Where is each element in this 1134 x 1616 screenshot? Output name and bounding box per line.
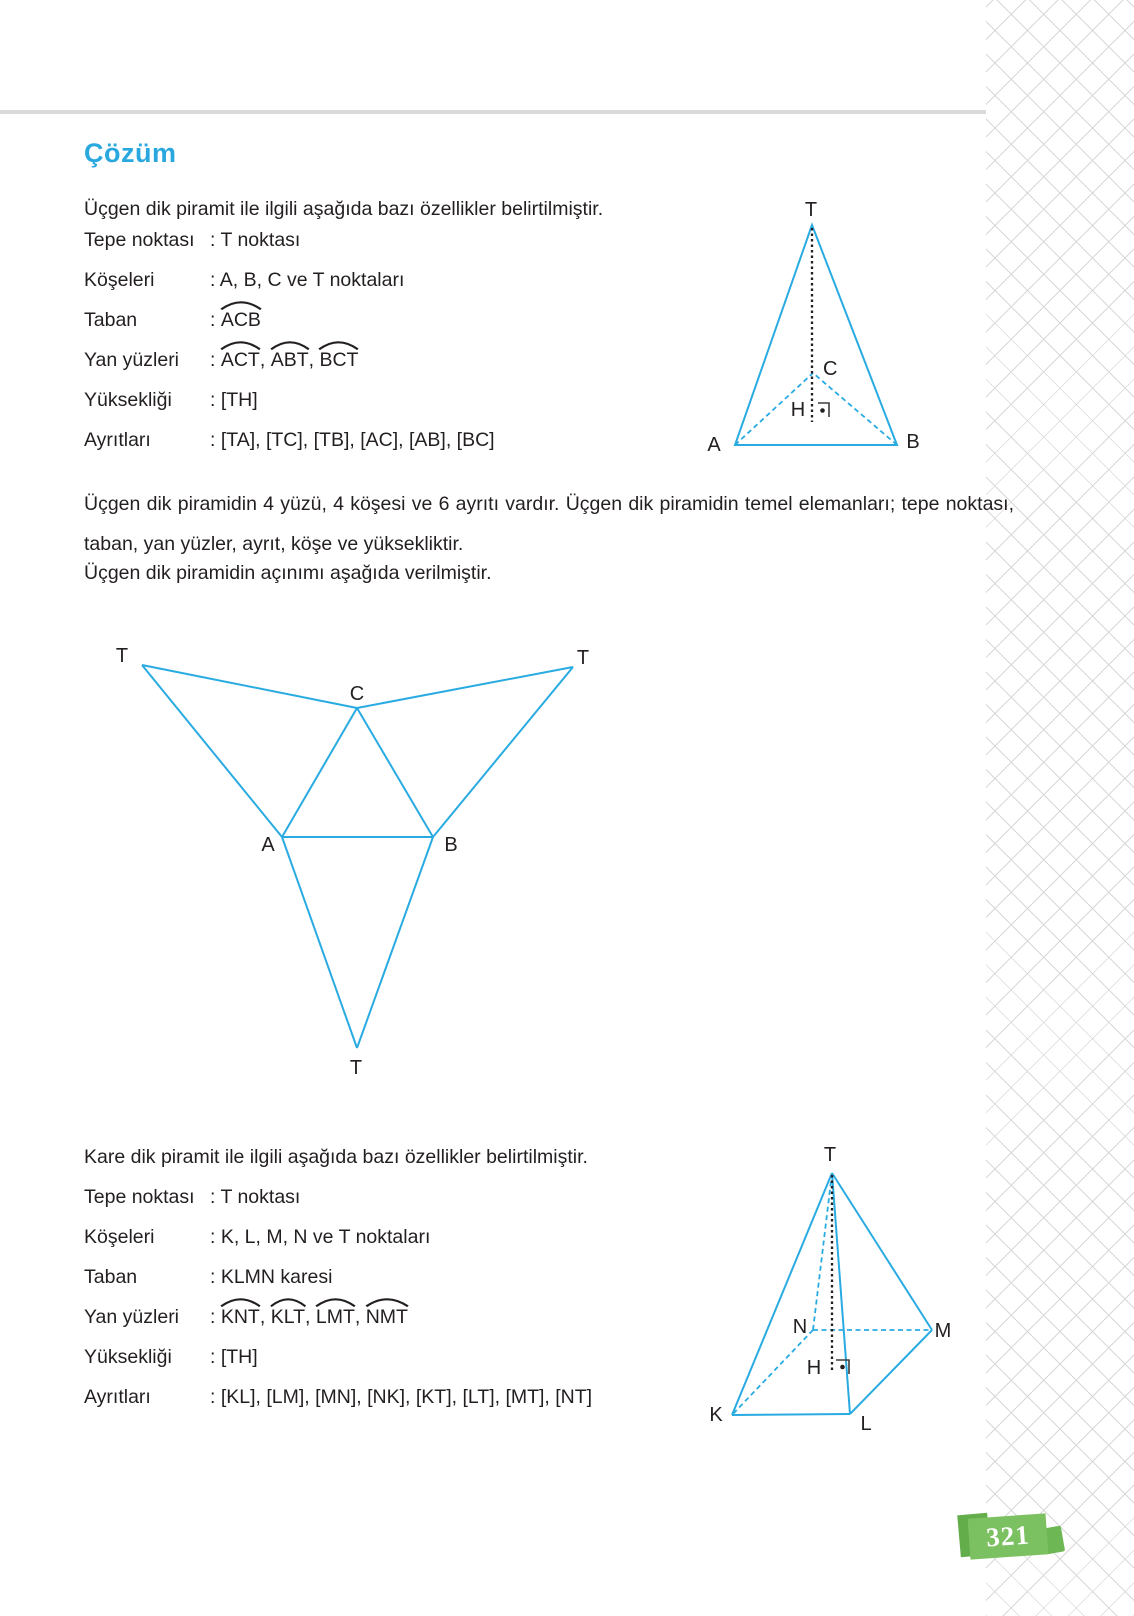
arc-notation [221, 349, 260, 372]
net-edge-ttr-c [357, 667, 573, 708]
property-label: Ayrıtları [84, 428, 151, 451]
property-text: : T noktası [210, 1185, 301, 1208]
property-value [210, 349, 358, 372]
solution-heading: Çözüm [84, 138, 177, 168]
net-label-c: C [349, 683, 365, 705]
edge-tm [832, 1173, 932, 1330]
arc-notation [221, 1306, 260, 1329]
square-pyramid-diagram [690, 1130, 970, 1445]
arc-notation [271, 1306, 305, 1329]
net-edge-a-tb [282, 837, 357, 1048]
property-value [210, 1386, 592, 1409]
net-edge-ttl-a [142, 665, 282, 837]
property-label: Tepe noktası [84, 228, 195, 251]
property-row [84, 1257, 704, 1297]
triangle-properties-list [84, 220, 704, 460]
pyramid-facts-paragraph: Üçgen dik piramidin 4 yüzü, 4 köşesi ve 6 ayrıtı vardır. Üçgen dik piramidin temel elemanları; tepe noktası, taban, yan yüzler, ayrıt, köşe ve yüksekliktir. [84, 493, 1014, 555]
property-text: : [210, 1305, 221, 1328]
property-text: , [259, 348, 271, 371]
property-text: : K, L, M, N ve T noktaları [210, 1225, 431, 1248]
arc-hat-icon [219, 301, 263, 310]
property-value [210, 1306, 408, 1329]
property-value [210, 309, 261, 332]
net-edge-ttr-b [433, 667, 573, 837]
net-edge-c-b [357, 708, 433, 837]
net-label-a: A [261, 834, 275, 856]
vertex-label-k: K [709, 1404, 723, 1426]
property-label: Yan yüzleri [84, 348, 180, 371]
vertex-label-l: L [860, 1413, 872, 1435]
net-label-t-top-left: T [115, 645, 129, 667]
property-row [84, 300, 704, 340]
crosshatch-margin-pattern [986, 0, 1134, 1616]
net-label-b: B [444, 834, 458, 856]
property-label: Yüksekliği [84, 388, 172, 411]
property-text: : T noktası [210, 228, 301, 251]
section-divider-rule [0, 110, 986, 114]
property-text: : KLMN karesi [210, 1265, 333, 1288]
point-label-h: H [790, 399, 806, 421]
arc-hat-icon [219, 341, 262, 350]
property-value [210, 1186, 300, 1209]
property-value [210, 389, 258, 412]
vertex-label-n: N [792, 1316, 808, 1338]
property-label: Köşeleri [84, 1225, 155, 1248]
property-label: Taban [84, 308, 138, 331]
property-label: Ayrıtları [84, 1385, 151, 1408]
property-row [84, 220, 704, 260]
edge-nk-dashed [732, 1330, 813, 1415]
net-edge-b-tb [357, 837, 433, 1048]
arc-notation [271, 349, 309, 372]
badge-ribbon [968, 1513, 1049, 1559]
property-row [84, 1177, 704, 1217]
property-value [210, 269, 404, 292]
arc-hat-icon [364, 1298, 410, 1307]
property-row [84, 1337, 704, 1377]
edge-lm [850, 1330, 932, 1414]
property-text: : [TH] [210, 388, 258, 411]
property-label: Köşeleri [84, 268, 155, 291]
property-value [210, 1226, 430, 1249]
arc-notation [366, 1306, 408, 1329]
edge-kl [732, 1414, 850, 1415]
arc-hat-icon [269, 341, 311, 350]
arc-hat-icon [317, 341, 360, 350]
arc-notation [221, 309, 261, 332]
net-intro-text: Üçgen dik piramidin açınımı aşağıda verilmiştir. [84, 562, 492, 584]
right-angle-dot [840, 1365, 845, 1370]
arc-notation [316, 1306, 355, 1329]
property-text: : [KL], [LM], [MN], [NK], [KT], [LT], [MT], [NT] [210, 1385, 593, 1408]
arc-letters: ACB [220, 308, 261, 331]
property-value [210, 1346, 258, 1369]
triangle-intro-text: Üçgen dik piramit ile ilgili aşağıda bazı özellikler belirtilmiştir. [84, 198, 604, 220]
vertex-label-c: C [823, 358, 838, 380]
square-properties-list [84, 1177, 704, 1417]
property-text: , [308, 348, 320, 371]
vertex-label-t: T [823, 1144, 837, 1166]
property-value [210, 1266, 332, 1289]
property-label: Tepe noktası [84, 1185, 195, 1208]
page-number: 321 [985, 1519, 1031, 1553]
arc-letters: ABT [270, 348, 309, 371]
vertex-label-b: B [906, 431, 920, 453]
arc-letters: BCT [319, 348, 359, 371]
arc-notation [319, 349, 358, 372]
vertex-label-m: M [934, 1320, 952, 1342]
property-row [84, 340, 704, 380]
arc-hat-icon [314, 1298, 357, 1307]
property-text: : [TA], [TC], [TB], [AC], [AB], [BC] [210, 428, 495, 451]
property-text: : A, B, C ve T noktaları [210, 268, 405, 291]
net-edge-c-a [282, 708, 357, 837]
property-value [210, 229, 300, 252]
property-text: , [259, 1305, 271, 1328]
property-row [84, 260, 704, 300]
pyramid-net-diagram [100, 630, 660, 1090]
arc-letters: KNT [220, 1305, 260, 1328]
triangle-pyramid-diagram [690, 188, 940, 468]
arc-letters: LMT [315, 1305, 355, 1328]
arc-letters: NMT [365, 1305, 408, 1328]
property-label: Yan yüzleri [84, 1305, 180, 1328]
property-value [210, 429, 495, 452]
edge-tl [832, 1173, 850, 1414]
property-text: , [305, 1305, 316, 1328]
vertex-label-a: A [707, 434, 721, 456]
property-row [84, 1217, 704, 1257]
square-intro-text: Kare dik piramit ile ilgili aşağıda bazı özellikler belirtilmiştir. [84, 1146, 588, 1168]
property-text: : [TH] [210, 1345, 258, 1368]
vertex-label-t: T [804, 199, 818, 221]
arc-hat-icon [269, 1298, 307, 1307]
property-label: Yüksekliği [84, 1345, 172, 1368]
edge-bc-dashed [813, 373, 897, 445]
page-number-badge [956, 1513, 1068, 1561]
arc-letters: KLT [270, 1305, 306, 1328]
net-label-t-bottom: T [349, 1057, 363, 1079]
point-label-h: H [806, 1357, 822, 1379]
property-row [84, 1297, 704, 1337]
property-text: , [354, 1305, 366, 1328]
property-row [84, 380, 704, 420]
arc-hat-icon [219, 1298, 262, 1307]
property-text: : [210, 308, 221, 331]
net-label-t-top-right: T [576, 647, 590, 669]
property-row [84, 1377, 704, 1417]
pyramid-outline-tab [735, 225, 897, 445]
property-label: Taban [84, 1265, 138, 1288]
right-angle-dot [820, 408, 825, 413]
net-edge-ttl-c [142, 665, 357, 708]
arc-letters: ACT [220, 348, 260, 371]
property-text: : [210, 348, 221, 371]
property-row [84, 420, 704, 460]
